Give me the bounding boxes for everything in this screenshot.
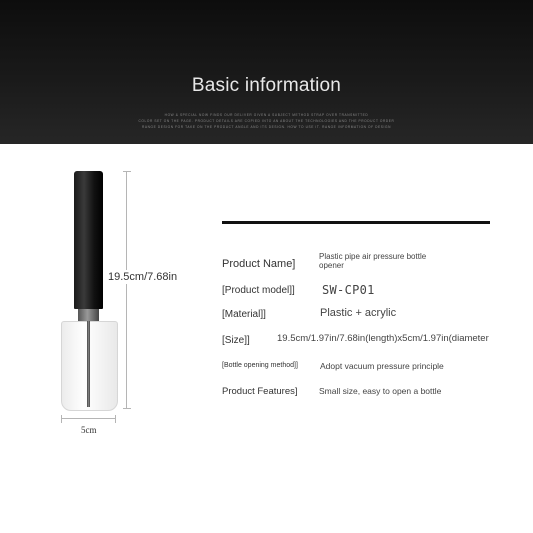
spec-label: [Bottle opening method]] xyxy=(222,362,298,369)
height-label: 19.5cm/7.68in xyxy=(108,271,178,283)
spec-value: Adopt vacuum pressure principle xyxy=(320,361,444,371)
header-banner xyxy=(0,0,533,144)
banner-fine-print: COLOR SET ON THE PAGE. PRODUCT DETAILS ARE COPIED INTO AN ABOUT THE TECHNOLOGIES AND THE PRODUCT ORDER xyxy=(138,119,395,123)
spec-label: Product Name] xyxy=(222,258,296,270)
opener-needle xyxy=(87,321,90,407)
height-dimension-line xyxy=(126,171,127,409)
spec-label: [Material]] xyxy=(222,309,266,320)
spec-label: Product Features] xyxy=(222,386,298,397)
banner-fine-print: HOW & SPECIAL NOW FINDS OUR DELIVER GIVEN A SUBJECT METHOD STRAP OVER TRANSMITTED xyxy=(164,113,369,117)
spec-value: SW-CP01 xyxy=(322,283,375,297)
spec-label: [Product model]] xyxy=(222,285,295,296)
width-label: 5cm xyxy=(81,425,97,435)
banner-fine-print: RANGE DESIGN FOR TAKE ON THE PRODUCT ANGLE AND ITS DESIGN. HOW TO USE IT. RANGE INFORMATION OF DESIGN xyxy=(142,125,391,129)
spec-label: [Size]] xyxy=(222,335,250,346)
spec-value: 19.5cm/1.97in/7.68in(length)x5cm/1.97in(diameter xyxy=(277,333,489,344)
spec-value: Plastic + acrylic xyxy=(320,307,397,319)
spec-divider xyxy=(222,221,490,224)
opener-handle xyxy=(74,171,103,309)
spec-value: Small size, easy to open a bottle xyxy=(319,386,442,396)
page-title: Basic information xyxy=(191,75,342,96)
spec-value: Plastic pipe air pressure bottle opener xyxy=(319,252,427,270)
opener-collar xyxy=(78,309,99,321)
width-dimension-line xyxy=(61,418,116,419)
